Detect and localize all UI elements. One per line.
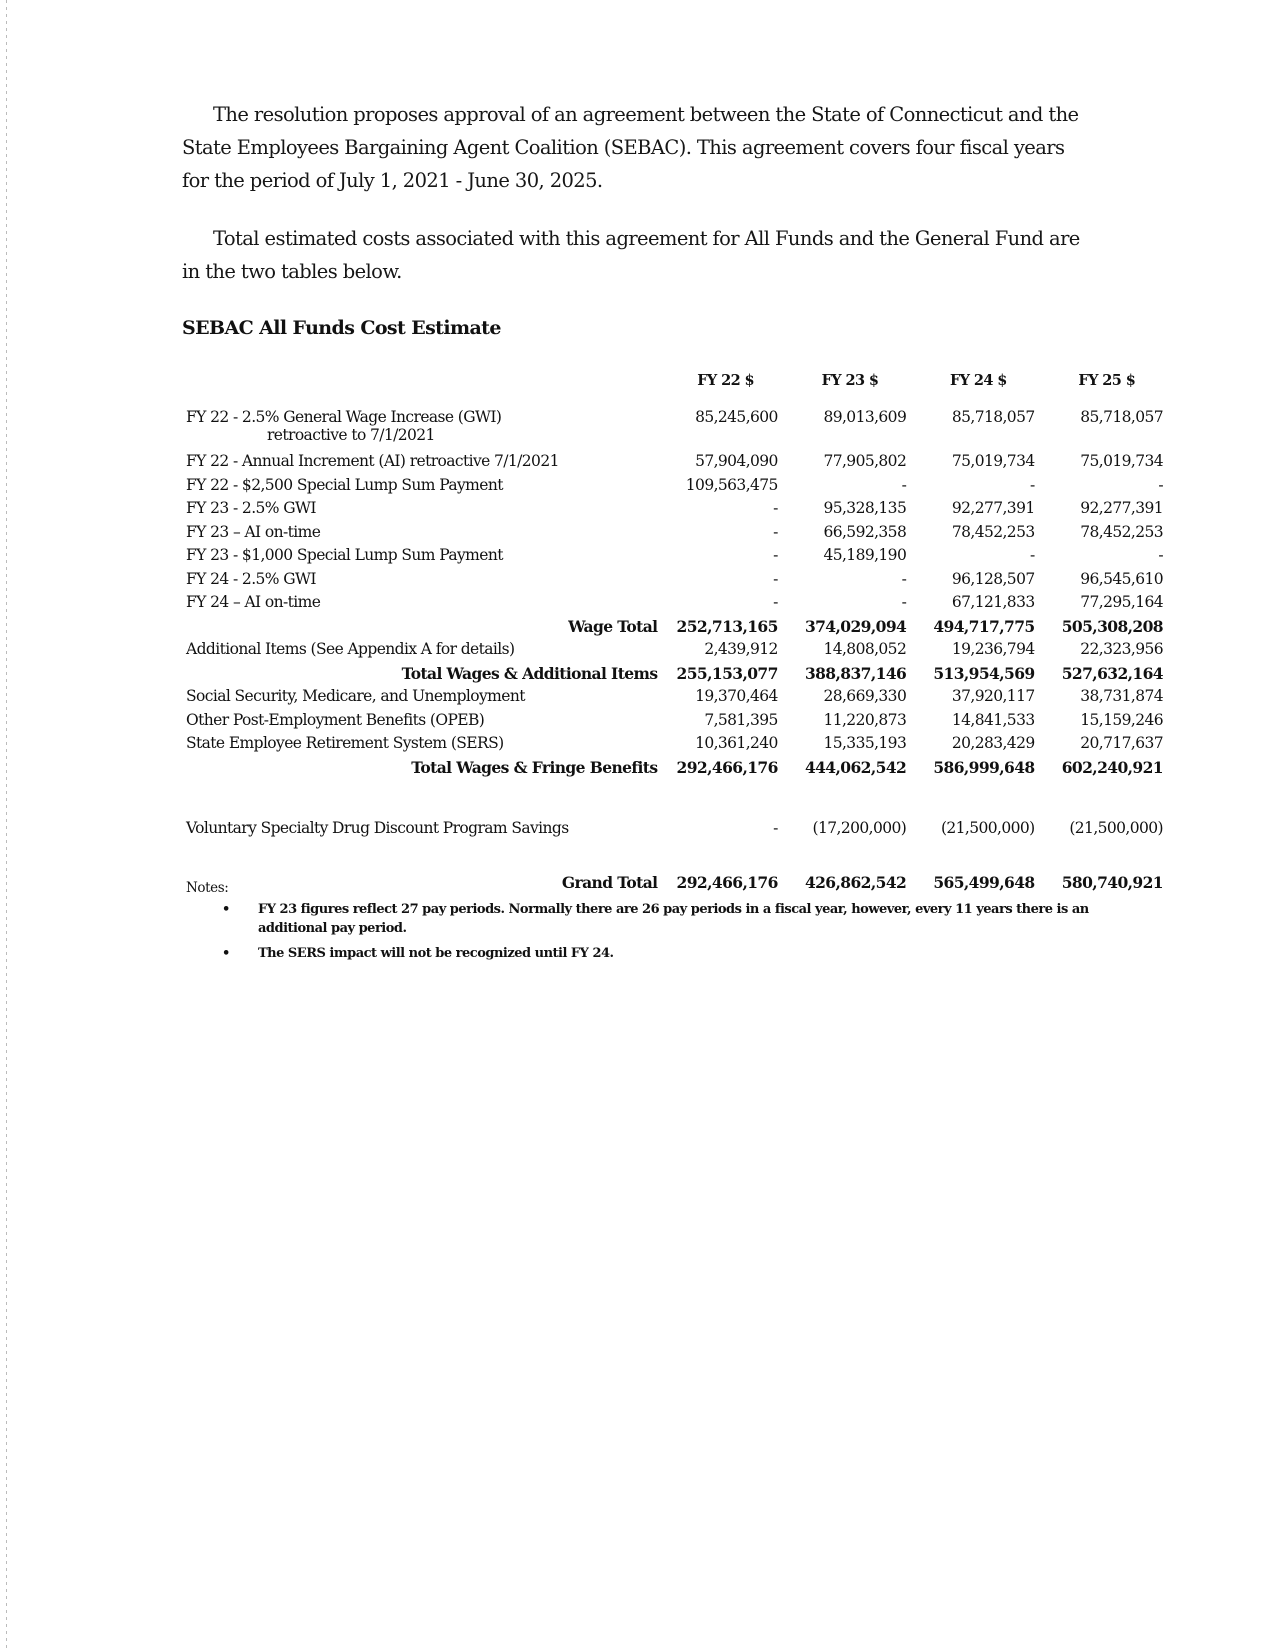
cell-fy23: 28,669,330 — [823, 687, 907, 705]
intro-paragraph-1 — [182, 98, 1082, 197]
cell-fy22: - — [773, 819, 778, 837]
cell-fy24: 67,121,833 — [951, 593, 1035, 611]
row-label: Grand Total — [561, 872, 658, 892]
cell-fy23: 15,335,193 — [823, 734, 907, 752]
cell-fy25: 15,159,246 — [1080, 710, 1163, 729]
column-header-fy22: FY 22 $ — [697, 372, 755, 389]
table-row — [186, 593, 1171, 617]
cell-fy23: (17,200,000) — [812, 819, 907, 837]
table-row — [186, 711, 1171, 735]
cell-fy24: 78,452,253 — [951, 522, 1035, 541]
column-header-fy24: FY 24 $ — [949, 372, 1007, 389]
cell-fy25: 75,019,734 — [1080, 452, 1163, 470]
note-item — [222, 944, 1122, 963]
cell-fy22: 255,153,077 — [676, 663, 778, 683]
cell-fy25: 580,740,921 — [1061, 872, 1163, 892]
table-header-row — [186, 372, 1171, 408]
row-label: Social Security, Medicare, and Unemployment — [186, 687, 525, 705]
bullet-icon: • — [222, 946, 230, 961]
row-label: FY 22 - $2,500 Special Lump Sum Payment — [186, 475, 503, 494]
notes-label: Notes: — [186, 880, 229, 896]
cell-fy24: 494,717,775 — [933, 616, 1035, 636]
cell-fy25: 92,277,391 — [1080, 499, 1163, 517]
row-label-text: FY 22 - 2.5% General Wage Increase (GWI) — [186, 408, 502, 426]
table-row — [186, 546, 1171, 570]
table-row — [186, 408, 1171, 452]
cell-fy22: 109,563,475 — [685, 475, 778, 494]
cell-fy23: 45,189,190 — [823, 546, 907, 564]
cell-fy23: - — [901, 569, 907, 588]
row-label: FY 23 – AI on-time — [186, 522, 321, 541]
total-row-wage — [186, 617, 1171, 641]
table-row — [186, 523, 1171, 547]
cell-fy25: 78,452,253 — [1080, 522, 1163, 541]
column-header-fy23: FY 23 $ — [821, 372, 879, 389]
row-label: State Employee Retirement System (SERS) — [186, 734, 504, 752]
row-label — [186, 408, 665, 452]
cell-fy24: - — [1029, 546, 1035, 564]
notes-list — [222, 900, 1122, 969]
note-text: The SERS impact will not be recognized until FY 24. — [258, 946, 614, 961]
cell-fy23: 66,592,358 — [823, 522, 907, 541]
cell-fy22: 57,904,090 — [695, 452, 778, 470]
cell-fy23: 11,220,873 — [823, 710, 907, 729]
intro-paragraph-1-text: The resolution proposes approval of an agreement between the State of Connecticut and the State Employees Bargaining Agent Coalition (SEBAC). This agreement covers four fiscal years for the period of July 1, 2021 - June 30, 2025. — [182, 103, 1079, 192]
row-label: FY 23 - 2.5% GWI — [186, 499, 316, 517]
intro-paragraph-2 — [182, 222, 1082, 288]
cell-fy24: 37,920,117 — [951, 687, 1035, 705]
cell-fy24: (21,500,000) — [940, 819, 1035, 837]
cell-fy23: 89,013,609 — [823, 408, 907, 426]
cell-fy24: 565,499,648 — [933, 872, 1035, 892]
total-row-wages-fringe — [186, 758, 1171, 782]
table-row — [186, 476, 1171, 500]
row-label: FY 24 – AI on-time — [186, 593, 321, 611]
cell-fy25: (21,500,000) — [1069, 819, 1163, 837]
table-row — [186, 570, 1171, 594]
cell-fy22: 10,361,240 — [695, 734, 778, 752]
scan-page-edge — [6, 0, 7, 1650]
note-text: FY 23 figures reflect 27 pay periods. Normally there are 26 pay periods in a fiscal year, however, every 11 years there is an additional pay period. — [258, 902, 1089, 936]
cell-fy25: 38,731,874 — [1080, 687, 1163, 705]
cell-fy22: - — [773, 499, 778, 517]
cell-fy23: 426,862,542 — [804, 872, 907, 892]
row-label: Voluntary Specialty Drug Discount Program Savings — [186, 819, 569, 837]
cell-fy24: 513,954,569 — [933, 663, 1035, 683]
cell-fy25: 22,323,956 — [1080, 640, 1163, 658]
cell-fy24: 19,236,794 — [951, 640, 1035, 658]
column-header-fy25: FY 25 $ — [1078, 372, 1136, 389]
cell-fy24: - — [1029, 475, 1035, 494]
cell-fy25: - — [1158, 475, 1163, 494]
row-label: Other Post-Employment Benefits (OPEB) — [186, 710, 485, 729]
cell-fy23: 444,062,542 — [804, 757, 907, 777]
table-row — [186, 499, 1171, 523]
cell-fy25: 96,545,610 — [1080, 569, 1163, 588]
row-label: FY 22 - Annual Increment (AI) retroactive 7/1/2021 — [186, 452, 559, 470]
row-label: Total Wages & Additional Items — [401, 663, 658, 683]
cell-fy22: - — [773, 546, 778, 564]
header-label-spacer — [186, 372, 665, 408]
cell-fy22: 7,581,395 — [704, 710, 778, 729]
cell-fy24: 75,019,734 — [951, 452, 1035, 470]
row-label: Wage Total — [568, 616, 658, 636]
cell-fy24: 92,277,391 — [951, 499, 1035, 517]
cell-fy22: 19,370,464 — [695, 687, 778, 705]
cell-fy23: 388,837,146 — [804, 663, 907, 683]
table-row — [186, 687, 1171, 711]
note-item — [222, 900, 1122, 938]
bullet-icon: • — [222, 902, 230, 917]
cell-fy24: 96,128,507 — [951, 569, 1035, 588]
cell-fy24: 14,841,533 — [951, 710, 1035, 729]
table-row — [186, 640, 1171, 664]
table-row-savings — [186, 781, 1171, 851]
row-label: FY 23 - $1,000 Special Lump Sum Payment — [186, 546, 503, 564]
section-title: SEBAC All Funds Cost Estimate — [182, 317, 501, 339]
row-label: Total Wages & Fringe Benefits — [411, 757, 658, 777]
intro-paragraph-2-text: Total estimated costs associated with this agreement for All Funds and the General Fund are in the two tables below. — [182, 227, 1080, 283]
row-label: Additional Items (See Appendix A for details) — [186, 640, 515, 658]
cost-estimate-table — [186, 372, 1171, 907]
cell-fy23: - — [901, 593, 907, 611]
cell-fy23: 14,808,052 — [823, 640, 907, 658]
cell-fy24: 586,999,648 — [933, 757, 1035, 777]
cell-fy25: 77,295,164 — [1080, 593, 1163, 611]
cell-fy23: 77,905,802 — [823, 452, 907, 470]
cell-fy23: - — [901, 475, 907, 494]
cell-fy22: 2,439,912 — [704, 640, 778, 658]
cell-fy24: 85,718,057 — [951, 408, 1035, 426]
cell-fy25: 527,632,164 — [1061, 663, 1163, 683]
table-row — [186, 452, 1171, 476]
table-row — [186, 734, 1171, 758]
row-label: FY 24 - 2.5% GWI — [186, 569, 316, 588]
cell-fy22: - — [773, 593, 778, 611]
cell-fy22: 252,713,165 — [676, 616, 778, 636]
cell-fy23: 95,328,135 — [823, 499, 907, 517]
cell-fy25: - — [1158, 546, 1163, 564]
total-row-wages-additional — [186, 664, 1171, 688]
cell-fy22: 292,466,176 — [676, 872, 778, 892]
cell-fy22: 292,466,176 — [676, 757, 778, 777]
cell-fy25: 20,717,637 — [1080, 734, 1163, 752]
cell-fy22: - — [773, 522, 778, 541]
cell-fy22: - — [773, 569, 778, 588]
cell-fy25: 602,240,921 — [1061, 757, 1163, 777]
cell-fy25: 505,308,208 — [1061, 616, 1163, 636]
cell-fy24: 20,283,429 — [951, 734, 1035, 752]
cell-fy23: 374,029,094 — [804, 616, 907, 636]
cell-fy22: 85,245,600 — [695, 408, 778, 426]
row-sublabel: retroactive to 7/1/2021 — [267, 426, 435, 444]
cell-fy25: 85,718,057 — [1080, 408, 1163, 426]
grand-total-row — [186, 851, 1171, 907]
